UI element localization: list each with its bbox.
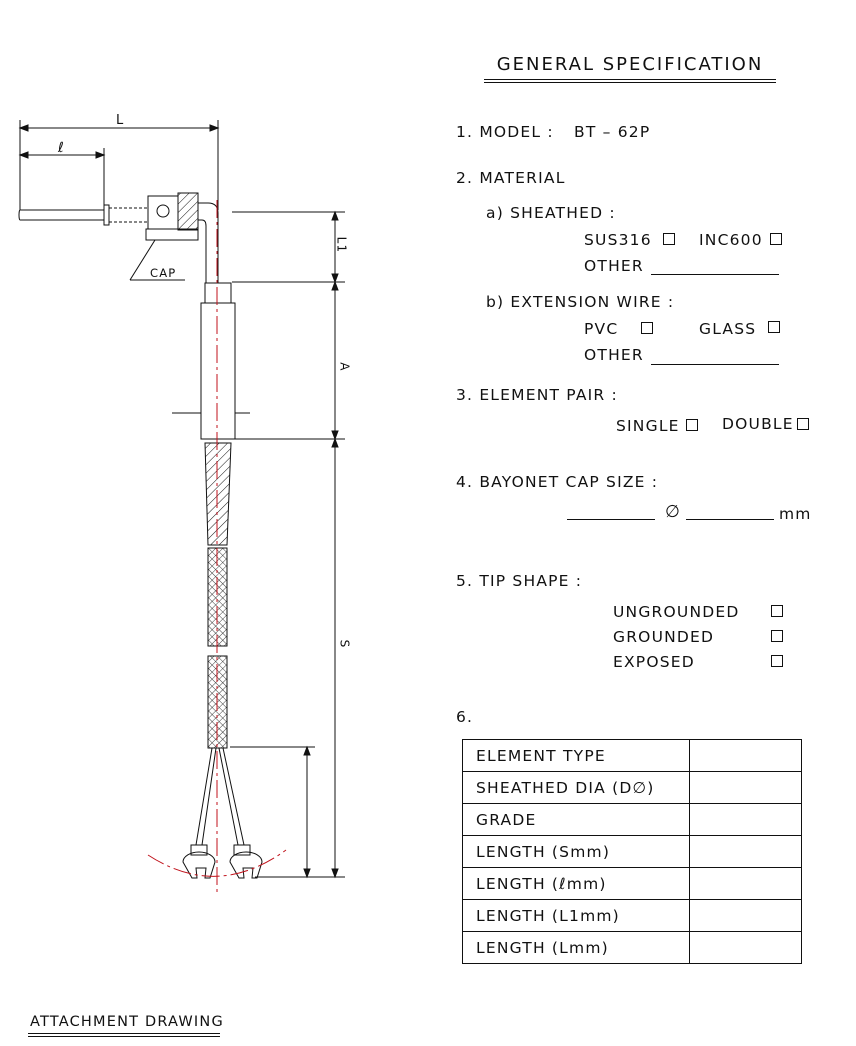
tip-ungrounded-checkbox[interactable] [771,605,783,617]
table-row [463,740,802,772]
dim-label-l: ℓ [58,140,65,156]
dim-label-A: A [337,362,352,372]
element-pair-double-checkbox[interactable] [797,418,809,430]
bayonet-size-field-1[interactable] [567,519,655,520]
table-value-cell[interactable] [690,868,802,900]
table-row [463,772,802,804]
phi-symbol: ∅ [665,502,682,522]
extension-pvc-checkbox[interactable] [641,322,653,334]
bayonet-label: 4. BAYONET CAP SIZE : [456,473,659,491]
table-value-cell[interactable] [690,804,802,836]
dim-label-L1: L1 [334,236,349,254]
table-row [463,804,802,836]
spec-table [462,739,802,964]
sheathed-sus316-checkbox[interactable] [663,233,675,245]
sheathed-option-inc600: INC600 [699,231,763,249]
material-label: 2. MATERIAL [456,169,566,187]
table-value-cell[interactable] [690,740,802,772]
dim-label-S: S [337,639,352,649]
element-pair-option-double: DOUBLE [722,415,794,433]
tip-option-ungrounded: UNGROUNDED [613,603,740,621]
bayonet-size-field-2[interactable] [686,519,774,520]
table-section-label: 6. [456,708,474,726]
element-pair-label: 3. ELEMENT PAIR : [456,386,618,404]
tip-option-grounded: GROUNDED [613,628,715,646]
table-row-label: LENGTH (Lmm) [463,932,690,964]
table-row-label: LENGTH (ℓmm) [463,868,690,900]
footer-title: ATTACHMENT DRAWING [30,1014,224,1030]
tip-grounded-checkbox[interactable] [771,630,783,642]
table-value-cell[interactable] [690,932,802,964]
table-value-cell[interactable] [690,900,802,932]
extension-option-glass: GLASS [699,320,757,338]
model-value: BT – 62P [574,123,651,141]
sheathed-option-sus316: SUS316 [584,231,652,249]
sheathed-other-label: OTHER [584,257,644,275]
table-row [463,932,802,964]
table-row [463,836,802,868]
tip-label: 5. TIP SHAPE : [456,572,583,590]
bayonet-unit: mm [779,505,812,523]
extension-glass-checkbox[interactable] [768,321,780,333]
table-row [463,868,802,900]
page-title: GENERAL SPECIFICATION [496,54,764,75]
table-row-label: GRADE [463,804,690,836]
table-row-label: SHEATHED DIA (D∅) [463,772,690,804]
tip-option-exposed: EXPOSED [613,653,695,671]
table-value-cell[interactable] [690,772,802,804]
element-pair-single-checkbox[interactable] [686,419,698,431]
sheathed-inc600-checkbox[interactable] [770,233,782,245]
table-value-cell[interactable] [690,836,802,868]
table-row-label: LENGTH (L1mm) [463,900,690,932]
extension-option-pvc: PVC [584,320,619,338]
dim-label-L: L [116,113,125,128]
table-row [463,900,802,932]
model-label: 1. MODEL : [456,123,554,141]
element-pair-option-single: SINGLE [616,417,680,435]
extension-other-label: OTHER [584,346,644,364]
extension-label: b) EXTENSION WIRE : [486,293,675,311]
table-row-label: LENGTH (Smm) [463,836,690,868]
tip-exposed-checkbox[interactable] [771,655,783,667]
cap-label: CAP [150,266,177,280]
sheathed-label: a) SHEATHED : [486,204,616,222]
sheathed-other-field[interactable] [651,274,779,275]
table-row-label: ELEMENT TYPE [463,740,690,772]
extension-other-field[interactable] [651,364,779,365]
